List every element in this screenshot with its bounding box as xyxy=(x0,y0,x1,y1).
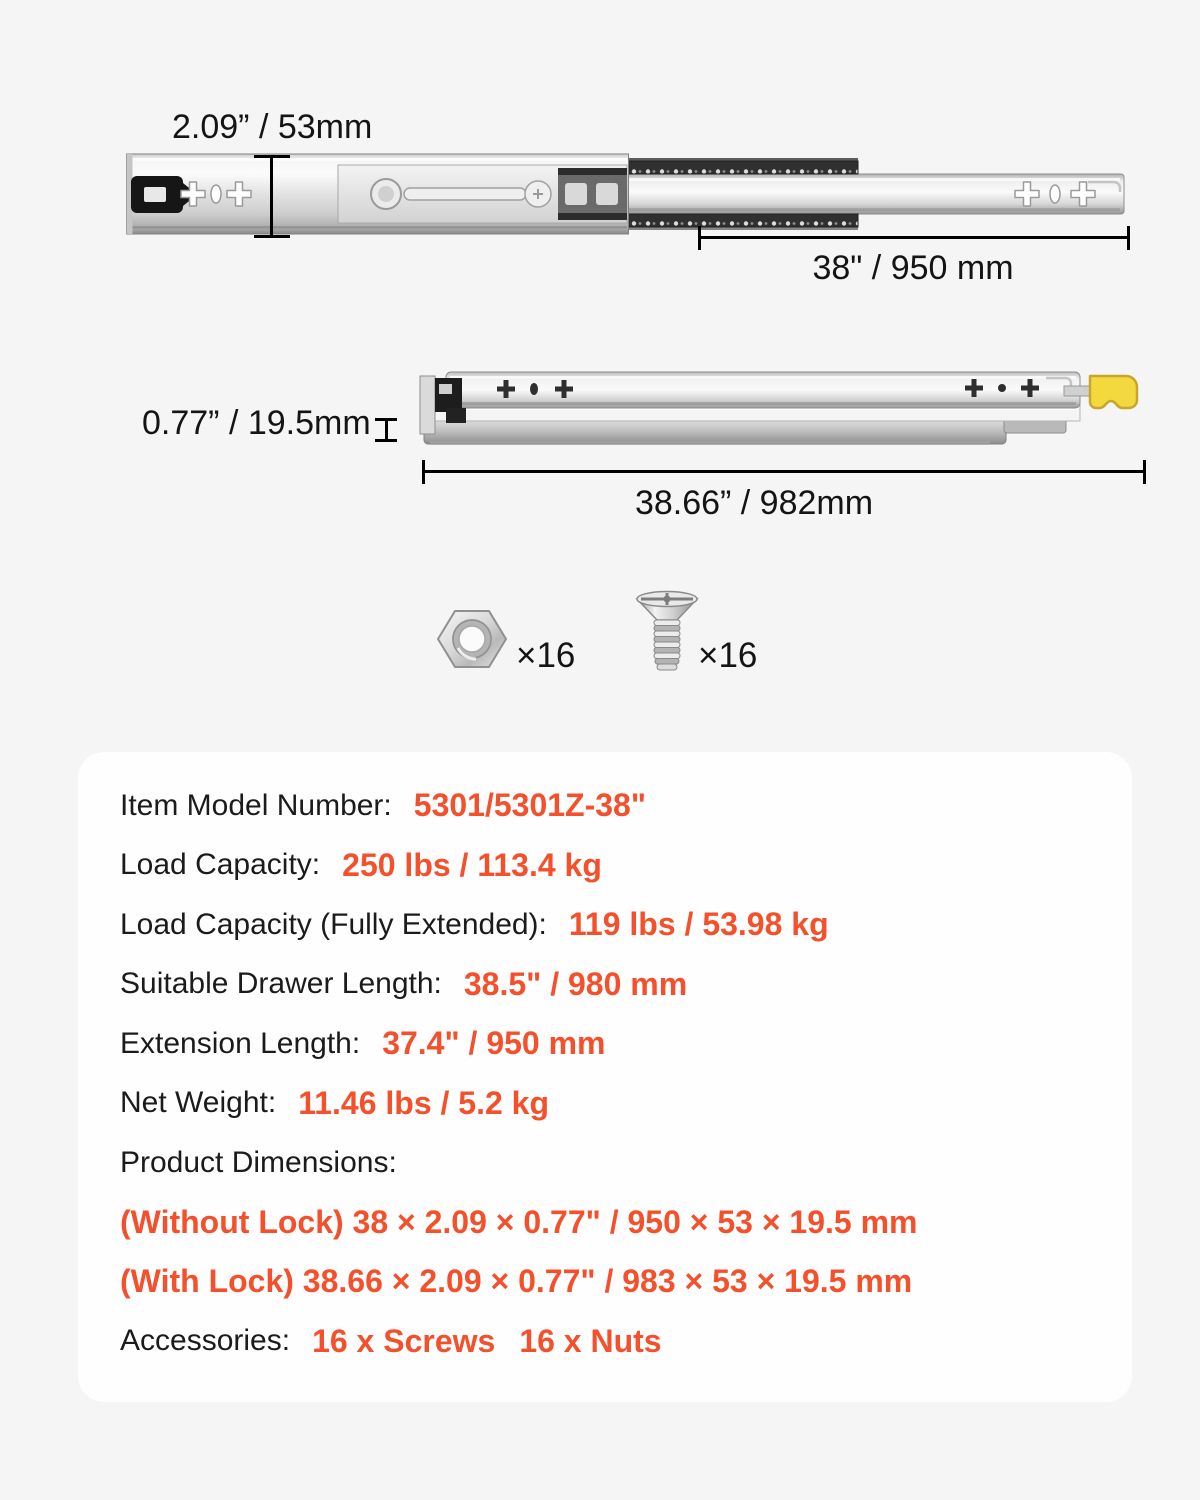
spec-value: (Without Lock) 38 × 2.09 × 0.77" / 950 × 53 × 19.5 mm xyxy=(120,1203,918,1240)
spec-value: 250 lbs / 113.4 kg xyxy=(342,846,602,883)
drawer-slide-closed-illustration xyxy=(418,364,1150,456)
overall-length-dimension-label: 38.66” / 982mm xyxy=(634,484,874,522)
spec-row-load-capacity-extended xyxy=(120,895,1090,955)
slide-thickness-dimension-label: 0.77” / 19.5mm xyxy=(142,404,371,442)
extension-length-dimension-label: 38" / 950 mm xyxy=(812,249,1014,287)
spec-label: Extension Length: xyxy=(120,1026,361,1060)
spec-row-net-weight xyxy=(120,1074,1090,1134)
extension-length-dimension-line xyxy=(698,226,1130,250)
hex-nut-icon xyxy=(436,606,508,672)
spec-row-load-capacity xyxy=(120,836,1090,896)
spec-label: Load Capacity (Fully Extended): xyxy=(120,907,547,941)
height-dimension-line xyxy=(254,155,290,238)
spec-label: Net Weight: xyxy=(120,1086,277,1120)
spec-label: Load Capacity: xyxy=(120,848,321,882)
spec-value: 5301/5301Z-38" xyxy=(413,787,646,824)
spec-value: (With Lock) 38.66 × 2.09 × 0.77" / 983 × 53 × 19.5 mm xyxy=(120,1263,913,1300)
spec-row-model-number xyxy=(120,776,1090,836)
overall-length-dimension-line xyxy=(422,460,1146,484)
nut-count-label: ×16 xyxy=(516,636,576,675)
spec-row-accessories xyxy=(120,1312,1090,1372)
spec-row-extension-length xyxy=(120,1014,1090,1074)
spec-label: Accessories: xyxy=(120,1324,291,1358)
spec-label: Suitable Drawer Length: xyxy=(120,967,442,1001)
spec-row-suitable-drawer-length xyxy=(120,955,1090,1015)
spec-value: 16 x Screws xyxy=(312,1322,496,1359)
thickness-dimension-line xyxy=(375,418,397,442)
spec-row-product-dimensions-heading xyxy=(120,1133,1090,1193)
spec-label: Item Model Number: xyxy=(120,788,392,822)
spec-value: 119 lbs / 53.98 kg xyxy=(568,906,829,943)
specifications-card xyxy=(78,752,1132,1402)
spec-value: 11.46 lbs / 5.2 kg xyxy=(298,1084,550,1121)
spec-label: Product Dimensions: xyxy=(120,1145,397,1179)
screw-count-label: ×16 xyxy=(698,636,758,675)
spec-value: 37.4" / 950 mm xyxy=(382,1025,606,1062)
spec-value: 38.5" / 980 mm xyxy=(463,965,688,1002)
slide-height-dimension-label: 2.09” / 53mm xyxy=(172,108,373,146)
spec-row-dimensions-without-lock xyxy=(120,1193,1090,1253)
lock-lever-handle xyxy=(1090,376,1137,408)
spec-value: 16 x Nuts xyxy=(519,1322,662,1359)
spec-row-dimensions-with-lock xyxy=(120,1252,1090,1312)
flat-head-screw-icon xyxy=(634,590,700,676)
